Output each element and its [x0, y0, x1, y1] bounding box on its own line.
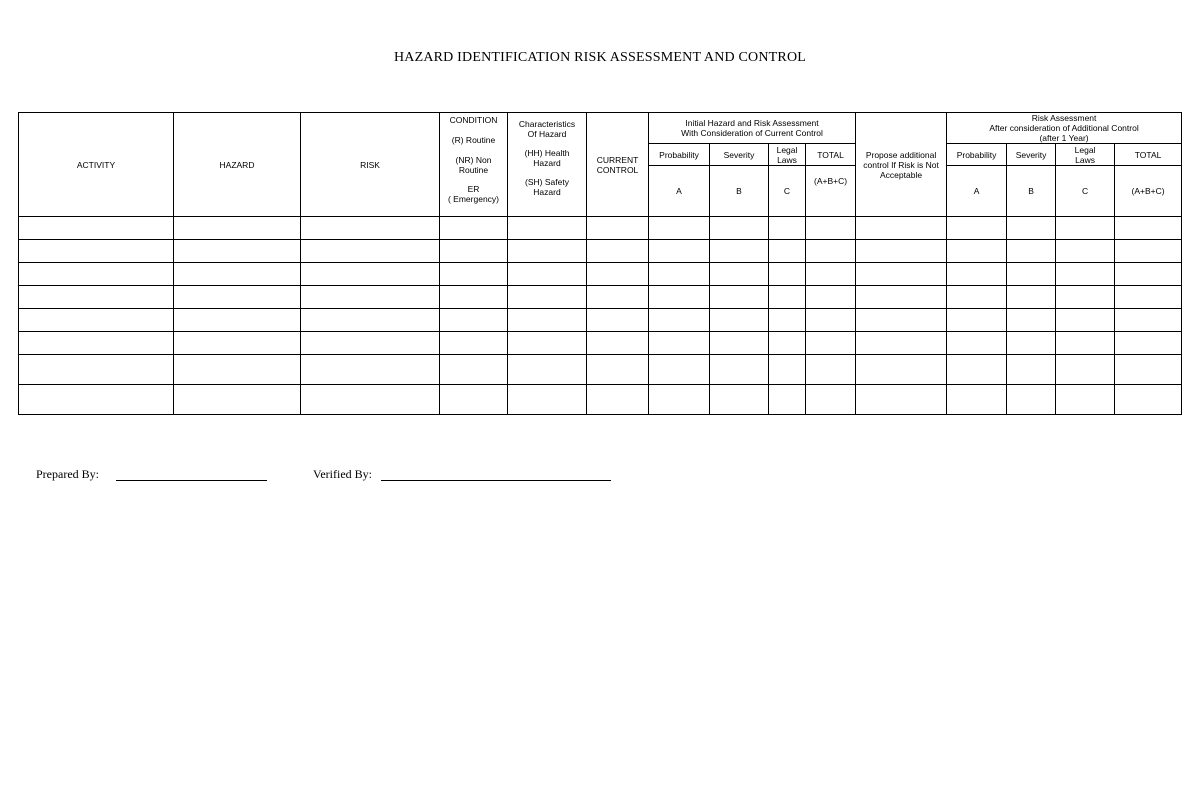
- risk-header: RISK: [301, 113, 440, 217]
- after-heading-line3: (after 1 Year): [1039, 133, 1089, 143]
- condition-heading: CONDITION: [449, 115, 498, 125]
- characteristics-safety: (SH) Safety Hazard: [525, 177, 569, 197]
- activity-header: ACTIVITY: [19, 113, 174, 217]
- verified-by-signature-line[interactable]: [381, 480, 611, 481]
- after-probability-header: Probability: [947, 144, 1007, 166]
- initial-c-header: C: [769, 166, 806, 217]
- after-sum-header: (A+B+C): [1115, 166, 1182, 217]
- after-assessment-header: [947, 113, 1182, 144]
- characteristics-heading: Characteristics Of Hazard: [518, 119, 576, 139]
- verified-by-label: Verified By:: [313, 467, 372, 481]
- prepared-by-label: Prepared By:: [36, 467, 99, 481]
- condition-header: [440, 113, 508, 217]
- after-heading-line2: After consideration of Additional Control: [989, 123, 1139, 133]
- characteristics-header: [508, 113, 587, 217]
- page-title: HAZARD IDENTIFICATION RISK ASSESSMENT AND CONTROL: [393, 50, 807, 65]
- after-severity-header: Severity: [1007, 144, 1056, 166]
- condition-non-routine: (NR) Non Routine: [455, 155, 492, 175]
- initial-sum-header: (A+B+C): [806, 166, 856, 217]
- after-total-header: TOTAL: [1115, 144, 1182, 166]
- prepared-by-signature-line[interactable]: [116, 480, 267, 481]
- initial-assessment-header: [649, 113, 856, 144]
- table-row: [19, 355, 1182, 385]
- table-row: [19, 385, 1182, 415]
- initial-b-header: B: [710, 166, 769, 217]
- table-row: [19, 286, 1182, 309]
- initial-probability-header: Probability: [649, 144, 710, 166]
- after-c-header: C: [1056, 166, 1115, 217]
- initial-total-header: TOTAL: [806, 144, 856, 166]
- table-row: [19, 263, 1182, 286]
- characteristics-health: (HH) Health Hazard: [524, 148, 570, 168]
- condition-er: ER: [467, 184, 480, 194]
- after-heading-line1: Risk Assessment: [1031, 113, 1097, 123]
- current-control-header: CURRENT CONTROL: [587, 113, 649, 217]
- after-a-header: A: [947, 166, 1007, 217]
- table-row: [19, 217, 1182, 240]
- initial-a-header: A: [649, 166, 710, 217]
- initial-heading-line2: With Consideration of Current Control: [681, 128, 823, 138]
- condition-routine: (R) Routine: [451, 135, 496, 145]
- table-row: [19, 332, 1182, 355]
- propose-control-header: Propose additional control If Risk is Not Acceptable: [856, 113, 947, 217]
- table-row: [19, 309, 1182, 332]
- header-row-top: [19, 113, 1182, 144]
- after-b-header: B: [1007, 166, 1056, 217]
- hirac-table: [18, 112, 1182, 415]
- initial-legal-header: Legal Laws: [769, 144, 806, 166]
- initial-heading-line1: Initial Hazard and Risk Assessment: [685, 118, 819, 128]
- hazard-header: HAZARD: [174, 113, 301, 217]
- initial-severity-header: Severity: [710, 144, 769, 166]
- after-legal-header: Legal Laws: [1056, 144, 1115, 166]
- condition-emergency: ( Emergency): [447, 194, 499, 204]
- table-row: [19, 240, 1182, 263]
